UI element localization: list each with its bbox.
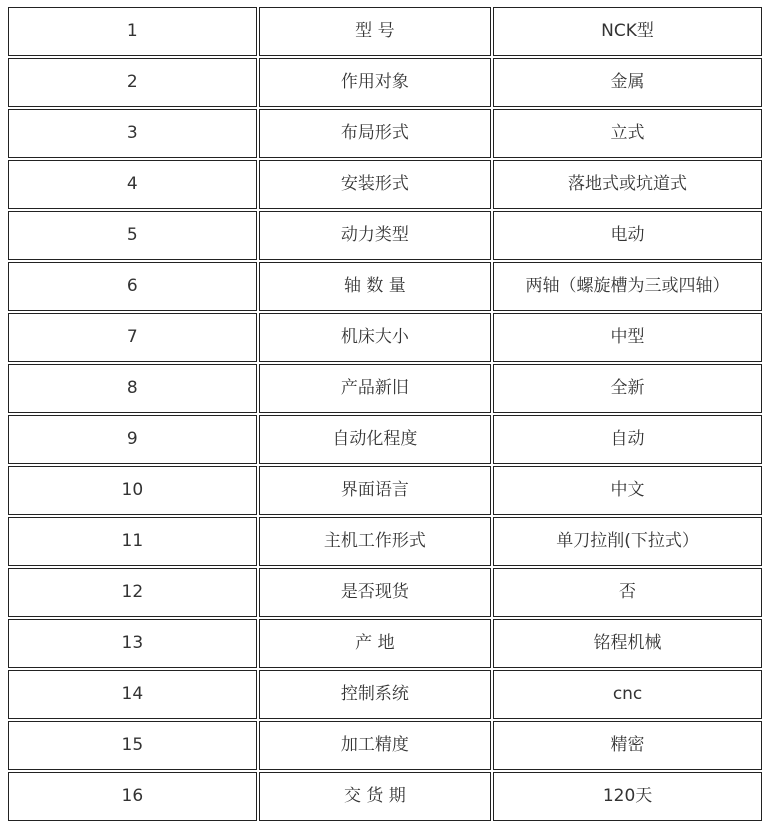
spec-value-cell: 金属	[493, 58, 762, 107]
row-number-cell: 3	[8, 109, 257, 158]
spec-table-body	[8, 7, 762, 821]
spec-name-cell: 机床大小	[259, 313, 491, 362]
spec-name-cell: 界面语言	[259, 466, 491, 515]
row-number-cell: 15	[8, 721, 257, 770]
table-row	[8, 364, 762, 413]
spec-value-cell: 120天	[493, 772, 762, 821]
spec-value-cell: 落地式或坑道式	[493, 160, 762, 209]
row-number-cell: 4	[8, 160, 257, 209]
spec-name-cell: 是否现货	[259, 568, 491, 617]
table-row	[8, 160, 762, 209]
spec-value-cell: 中型	[493, 313, 762, 362]
spec-value-cell: 中文	[493, 466, 762, 515]
spec-name-cell: 布局形式	[259, 109, 491, 158]
row-number-cell: 9	[8, 415, 257, 464]
spec-value-cell: 自动	[493, 415, 762, 464]
spec-value-cell: NCK型	[493, 7, 762, 56]
spec-name-cell: 自动化程度	[259, 415, 491, 464]
table-row	[8, 415, 762, 464]
row-number-cell: 1	[8, 7, 257, 56]
row-number-cell: 2	[8, 58, 257, 107]
spec-name-cell: 轴 数 量	[259, 262, 491, 311]
table-row	[8, 58, 762, 107]
row-number-cell: 14	[8, 670, 257, 719]
spec-name-cell: 安装形式	[259, 160, 491, 209]
spec-value-cell: cnc	[493, 670, 762, 719]
table-row	[8, 7, 762, 56]
spec-name-cell: 控制系统	[259, 670, 491, 719]
spec-name-cell: 作用对象	[259, 58, 491, 107]
spec-name-cell: 加工精度	[259, 721, 491, 770]
spec-name-cell: 型 号	[259, 7, 491, 56]
table-row	[8, 466, 762, 515]
row-number-cell: 7	[8, 313, 257, 362]
row-number-cell: 5	[8, 211, 257, 260]
row-number-cell: 12	[8, 568, 257, 617]
spec-value-cell: 立式	[493, 109, 762, 158]
row-number-cell: 10	[8, 466, 257, 515]
table-row	[8, 772, 762, 821]
spec-table	[6, 5, 764, 823]
table-row	[8, 568, 762, 617]
table-row	[8, 211, 762, 260]
row-number-cell: 11	[8, 517, 257, 566]
row-number-cell: 6	[8, 262, 257, 311]
spec-name-cell: 主机工作形式	[259, 517, 491, 566]
table-row	[8, 517, 762, 566]
row-number-cell: 16	[8, 772, 257, 821]
spec-value-cell: 电动	[493, 211, 762, 260]
spec-name-cell: 交 货 期	[259, 772, 491, 821]
table-row	[8, 619, 762, 668]
table-row	[8, 313, 762, 362]
spec-value-cell: 单刀拉削(下拉式）	[493, 517, 762, 566]
spec-value-cell: 铭程机械	[493, 619, 762, 668]
table-row	[8, 262, 762, 311]
spec-value-cell: 否	[493, 568, 762, 617]
spec-name-cell: 动力类型	[259, 211, 491, 260]
spec-value-cell: 精密	[493, 721, 762, 770]
table-row	[8, 721, 762, 770]
table-row	[8, 670, 762, 719]
row-number-cell: 13	[8, 619, 257, 668]
spec-value-cell: 两轴（螺旋槽为三或四轴）	[493, 262, 762, 311]
spec-value-cell: 全新	[493, 364, 762, 413]
table-row	[8, 109, 762, 158]
spec-name-cell: 产品新旧	[259, 364, 491, 413]
row-number-cell: 8	[8, 364, 257, 413]
spec-name-cell: 产 地	[259, 619, 491, 668]
